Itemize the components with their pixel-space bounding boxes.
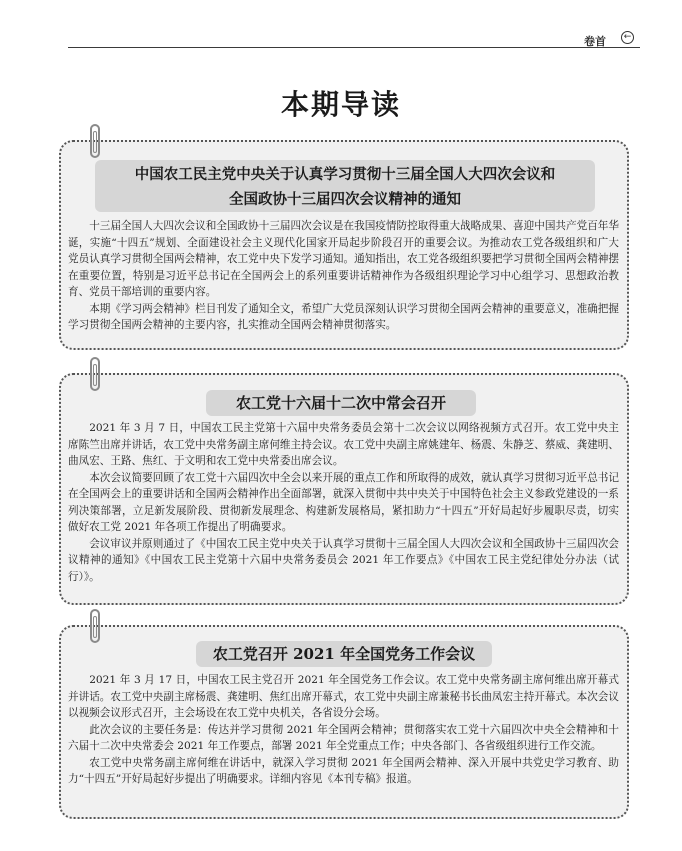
article-heading-3: 农工党召开 2021 年全国党务工作会议 xyxy=(196,641,492,667)
article-body-1 xyxy=(68,218,619,334)
header-rule xyxy=(68,47,640,48)
article-heading-2: 农工党十六届十二次中常会召开 xyxy=(206,390,476,416)
paperclip-icon xyxy=(90,357,100,391)
article-heading-1-line-2: 全国政协十三届四次会议精神的通知 xyxy=(229,191,461,208)
article-body-2 xyxy=(68,420,619,585)
article-body-3 xyxy=(68,672,619,788)
paragraph: 2021 年 3 月 7 日，中国农工民主党第十六届中央常务委员会第十二次会议以网络视频方式召开。农工党中央主席陈竺出席并讲话，农工党中央常务副主席何维主持会议。农工党中央副主席姚建年、杨震、朱静芝、蔡威、龚建明、曲凤宏、王路、焦红、于文明和农工党中央常委出席会议。 xyxy=(68,422,619,467)
paragraph: 会议审议并原则通过了《中国农工民主党中央关于认真学习贯彻十三届全国人大四次会议和全国政协十三届四次会议精神的通知》《中国农工民主党第十六届中央常务委员会 2021 年工作要点》《中国农工民主党纪律处分办法（试行）》。 xyxy=(68,537,619,583)
article-heading-1-line-1: 中国农工民主党中央关于认真学习贯彻十三届全国人大四次会议和 xyxy=(134,166,556,183)
paperclip-icon xyxy=(90,609,100,643)
paragraph: 本次会议简要回顾了农工党十六届四次中全会以来开展的重点工作和所取得的成效，就认真学习贯彻习近平总书记在全国两会上的重要讲话和全国两会精神作出全面部署，就深入贯彻中共中央关于中国特色社会主义参政党建设的一系列决策部署，立足新发展阶段、贯彻新发展理念、构建新发展格局，紧扣助力“十四五”开好局起好步履职尽责，切实做好农工党 2021 年各项工作提出了明确要求。 xyxy=(68,471,619,533)
paragraph: 十三届全国人大四次会议和全国政协十三届四次会议是在我国疫情防控取得重大战略成果、喜迎中国共产党百年华诞，实施“十四五”规划、全面建设社会主义现代化国家开局起步阶段召开的重要会议。为推动农工党各级组织和广大党员认真学习贯彻全国两会精神，农工党中央下发学习通知。通知指出，农工党各级组织要把学习贯彻全国两会精神摆在重要位置，特别是习近平总书记在全国两会上的系列重要讲话精神作为各级组织理论学习中心组学习、思想政治教育、党员干部培训的重要内容。 xyxy=(68,220,619,298)
paperclip-icon xyxy=(90,124,100,158)
paragraph: 此次会议的主要任务是：传达并学习贯彻 2021 年全国两会精神；贯彻落实农工党十六届四次中央全会精神和十六届十二次中央常委会 2021 年工作要点，部署 2021 年全党重点工作；中央各部门、各省级组织进行工作交流。 xyxy=(68,723,619,752)
section-label: 卷首 xyxy=(584,35,606,48)
paragraph: 2021 年 3 月 17 日，中国农工民主党召开 2021 年全国党务工作会议。农工党中央常务副主席何维出席开幕式并讲话。农工党中央副主席杨震、龚建明、焦红出席开幕式，农工党中央副主席兼秘书长曲凤宏主持开幕式。本次会议以视频会议形式召开，主会场设在农工党中央机关，各省设分会场。 xyxy=(68,674,619,719)
circle-arrow-icon: ← xyxy=(621,31,634,44)
paragraph: 本期《学习两会精神》栏目刊发了通知全文，希望广大党员深刻认识学习贯彻全国两会精神的重要意义，准确把握学习贯彻全国两会精神的主要内容，扎实推动全国两会精神贯彻落实。 xyxy=(68,302,619,331)
page-title: 本期导读 xyxy=(280,88,401,121)
article-heading-1 xyxy=(95,160,595,212)
paragraph: 农工党中央常务副主席何维在讲话中，就深入学习贯彻 2021 年全国两会精神、深入开展中共党史学习教育、助力“十四五”开好局起好步提出了明确要求。详细内容见《本刊专稿》报道。 xyxy=(68,756,619,785)
